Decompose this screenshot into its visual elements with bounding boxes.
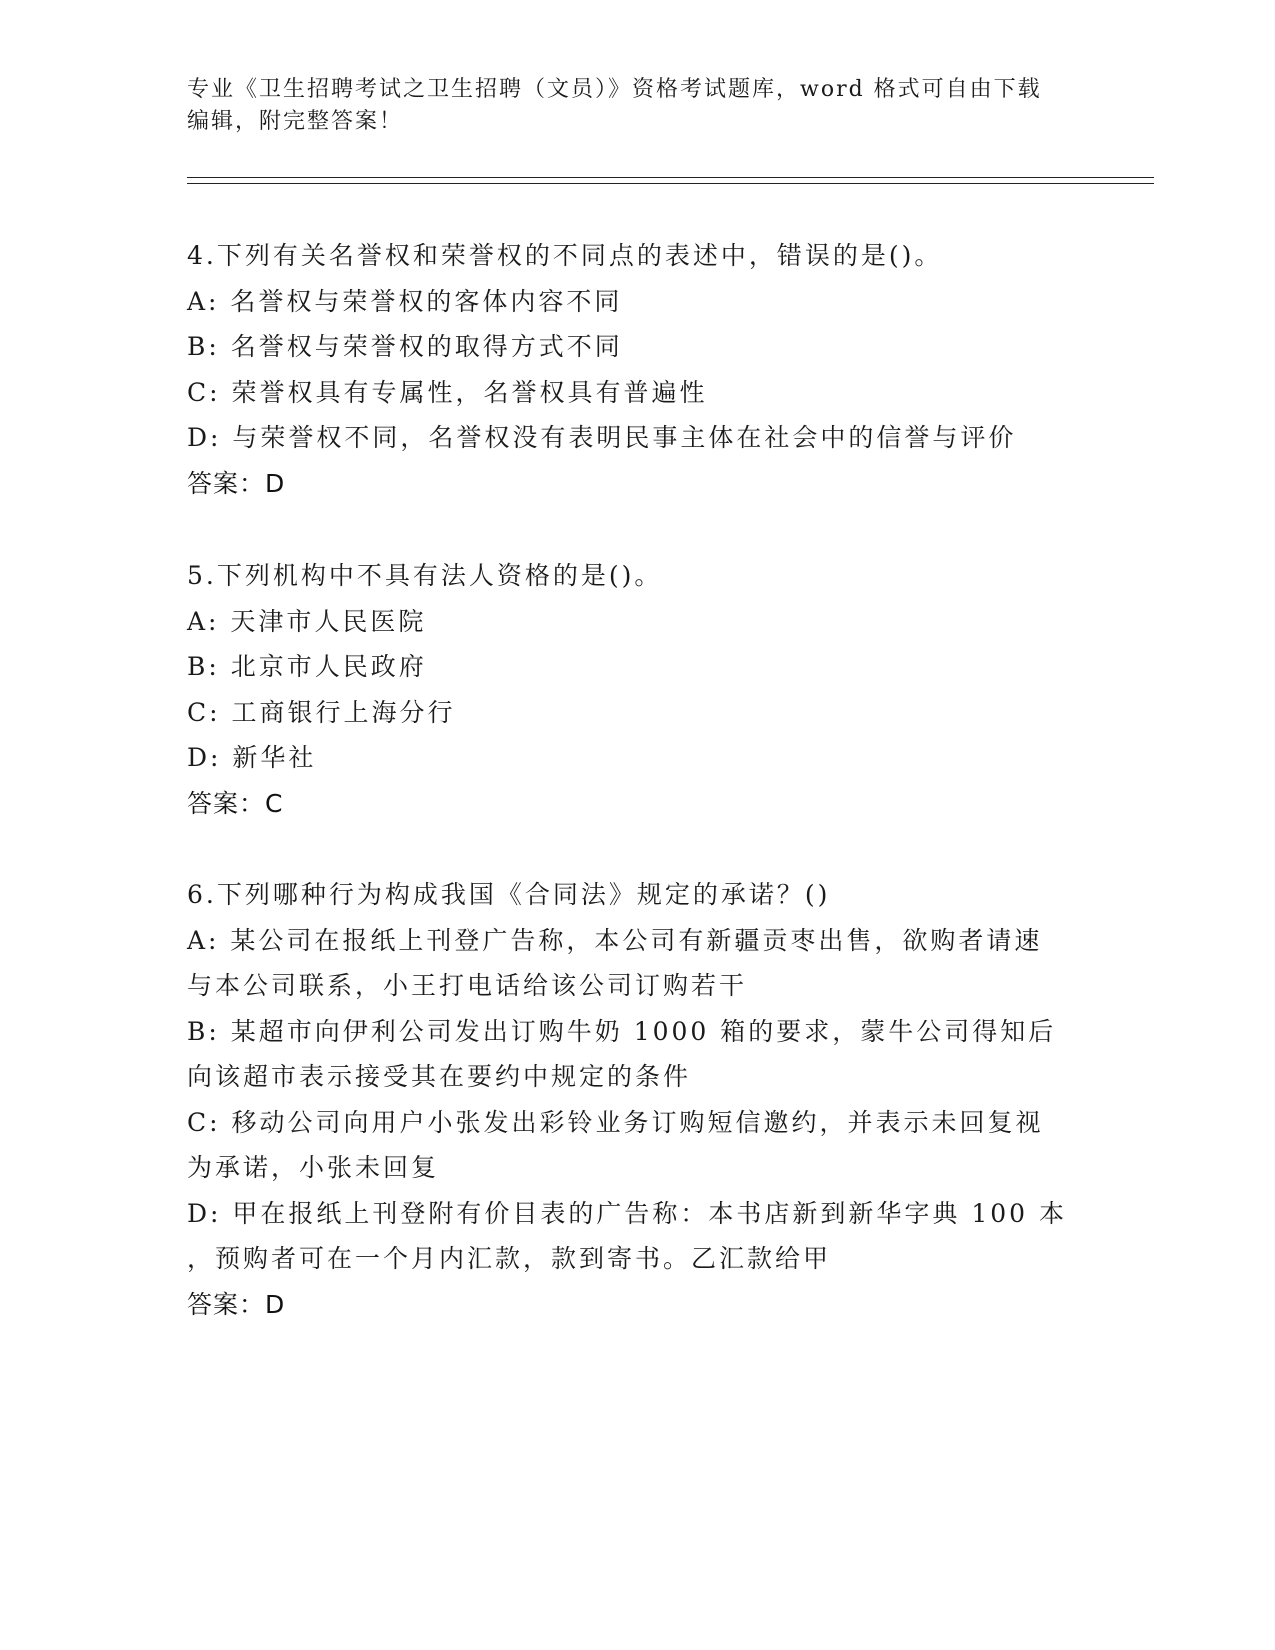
option-b-line-1: B: 某超市向伊利公司发出订购牛奶 1000 箱的要求，蒙牛公司得知后	[187, 1016, 1057, 1046]
option-b-line-2: 向该超市表示接受其在要约中规定的条件	[187, 1062, 692, 1091]
header-line-1: 专业《卫生招聘考试之卫生招聘（文员）》资格考试题库，word 格式可自由下载	[187, 77, 1042, 102]
option-c-line-2: 为承诺，小张未回复	[187, 1153, 440, 1182]
header-line-2: 编辑，附完整答案！	[187, 109, 404, 134]
option-d: D: 新华社	[187, 743, 317, 772]
option-a-line-1: A: 某公司在报纸上刊登广告称，本公司有新疆贡枣出售，欲购者请速	[187, 925, 1043, 955]
answer-label: 答案：C	[187, 788, 284, 818]
option-a-line-2: 与本公司联系，小王打电话给该公司订购若干	[187, 971, 748, 1000]
option-c: C: 荣誉权具有专属性，名誉权具有普遍性	[187, 377, 708, 407]
option-b: B: 北京市人民政府	[187, 652, 427, 681]
question-stem: 5.下列机构中不具有法人资格的是()。	[187, 561, 663, 590]
document-header	[187, 74, 1067, 138]
option-a: A: 名誉权与荣誉权的客体内容不同	[187, 286, 623, 316]
answer-label: 答案：D	[187, 1289, 286, 1319]
option-c: C: 工商银行上海分行	[187, 697, 456, 727]
answer-label: 答案：D	[187, 468, 286, 498]
question-stem: 6.下列哪种行为构成我国《合同法》规定的承诺？()	[187, 880, 831, 909]
question-5	[187, 553, 1087, 826]
option-b: B: 名誉权与荣誉权的取得方式不同	[187, 332, 623, 361]
option-d-line-1: D: 甲在报纸上刊登附有价目表的广告称：本书店新到新华字典 100 本	[187, 1198, 1068, 1228]
option-d-line-2: ，预购者可在一个月内汇款，款到寄书。乙汇款给甲	[187, 1244, 832, 1273]
option-c-line-1: C: 移动公司向用户小张发出彩铃业务订购短信邀约，并表示未回复视	[187, 1107, 1044, 1137]
question-6	[187, 872, 1087, 1327]
question-4	[187, 233, 1087, 506]
question-stem: 4.下列有关名誉权和荣誉权的不同点的表述中，错误的是()。	[187, 241, 943, 270]
option-a: A: 天津市人民医院	[187, 606, 427, 636]
option-d: D: 与荣誉权不同，名誉权没有表明民事主体在社会中的信誉与评价	[187, 423, 1017, 452]
header-divider-top	[187, 177, 1154, 178]
header-divider-bottom	[187, 183, 1154, 184]
